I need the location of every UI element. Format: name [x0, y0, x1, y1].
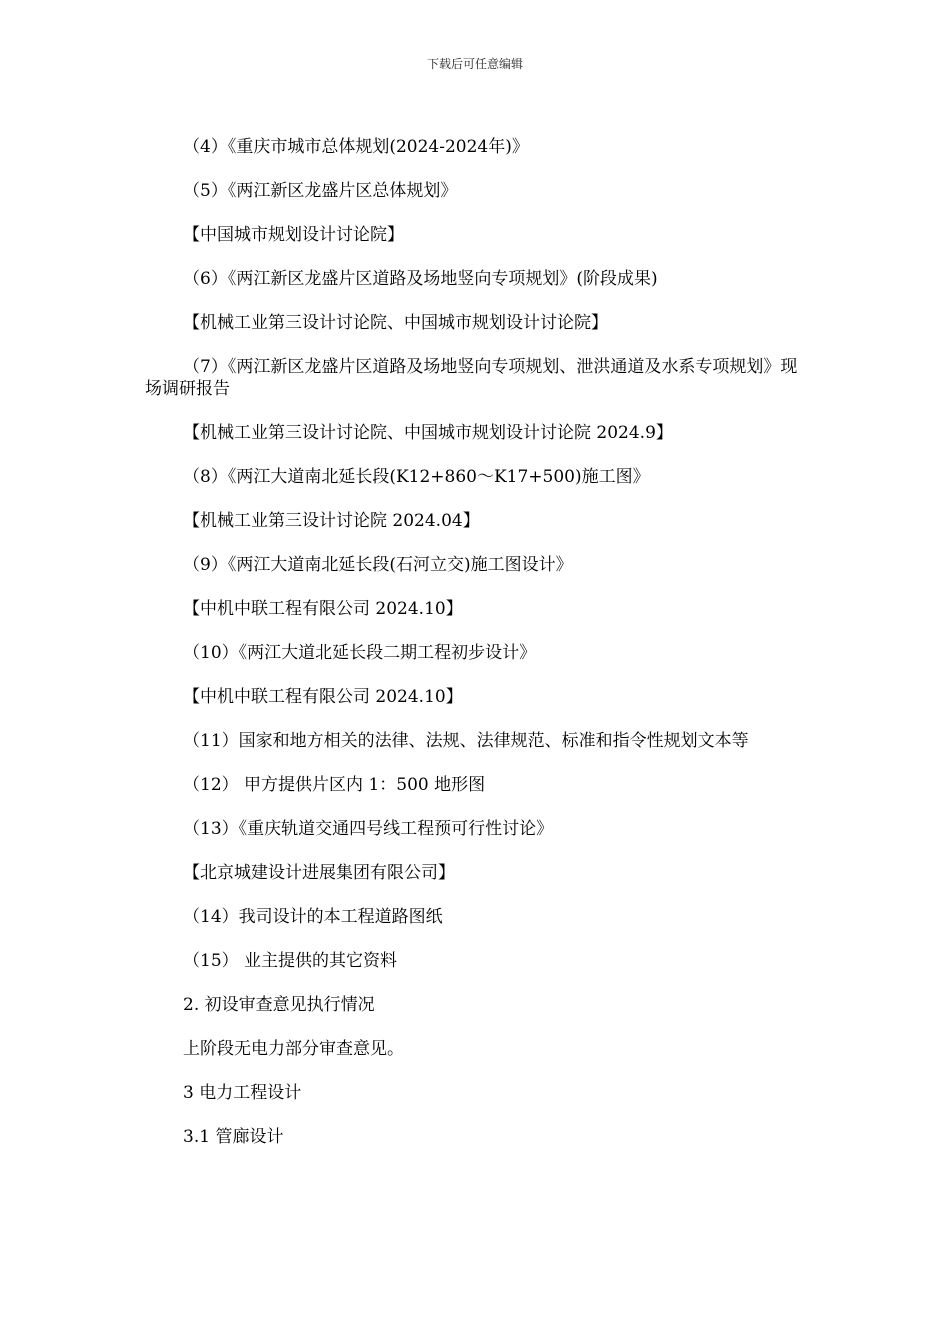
reference-source: 【中机中联工程有限公司 2024.10】: [183, 687, 463, 707]
reference-item-15: （15） 业主提供的其它资料: [183, 951, 398, 971]
reference-source: 【北京城建设计进展集团有限公司】: [183, 863, 455, 883]
reference-item-8: （8）《两江大道南北延长段(K12+860～K17+500)施工图》: [183, 467, 650, 487]
body-text: 上阶段无电力部分审查意见。: [183, 1039, 404, 1059]
reference-item-10: （10）《两江大道北延长段二期工程初步设计》: [183, 643, 537, 663]
reference-item-6: （6）《两江新区龙盛片区道路及场地竖向专项规划》(阶段成果): [183, 269, 658, 289]
reference-item-4: （4）《重庆市城市总体规划(2024-2024年)》: [183, 137, 529, 157]
reference-source: 【中国城市规划设计讨论院】: [183, 225, 404, 245]
reference-item-14: （14）我司设计的本工程道路图纸: [183, 907, 443, 927]
reference-source: 【中机中联工程有限公司 2024.10】: [183, 599, 463, 619]
reference-item-9: （9）《两江大道南北延长段(石河立交)施工图设计》: [183, 555, 573, 575]
reference-source: 【机械工业第三设计讨论院、中国城市规划设计讨论院 2024.9】: [183, 423, 673, 443]
reference-item-12: （12） 甲方提供片区内 1：500 地形图: [183, 775, 486, 795]
reference-item-7: （7）《两江新区龙盛片区道路及场地竖向专项规划、泄洪通道及水系专项规划》现场调研报告: [145, 357, 798, 399]
reference-source: 【机械工业第三设计讨论院、中国城市规划设计讨论院】: [183, 313, 608, 333]
section-heading-3-1: 3.1 管廊设计: [183, 1127, 284, 1147]
reference-source: 【机械工业第三设计讨论院 2024.04】: [183, 511, 480, 531]
document-body: [145, 136, 810, 1170]
section-heading-2: 2. 初设审查意见执行情况: [183, 995, 375, 1015]
reference-item-13: （13）《重庆轨道交通四号线工程预可行性讨论》: [183, 819, 554, 839]
reference-item-11: （11）国家和地方相关的法律、法规、法律规范、标准和指令性规划文本等: [183, 731, 749, 751]
section-heading-3: 3 电力工程设计: [183, 1083, 302, 1103]
reference-item-5: （5）《两江新区龙盛片区总体规划》: [183, 181, 458, 201]
page-header: 下载后可任意编辑: [426, 57, 523, 71]
